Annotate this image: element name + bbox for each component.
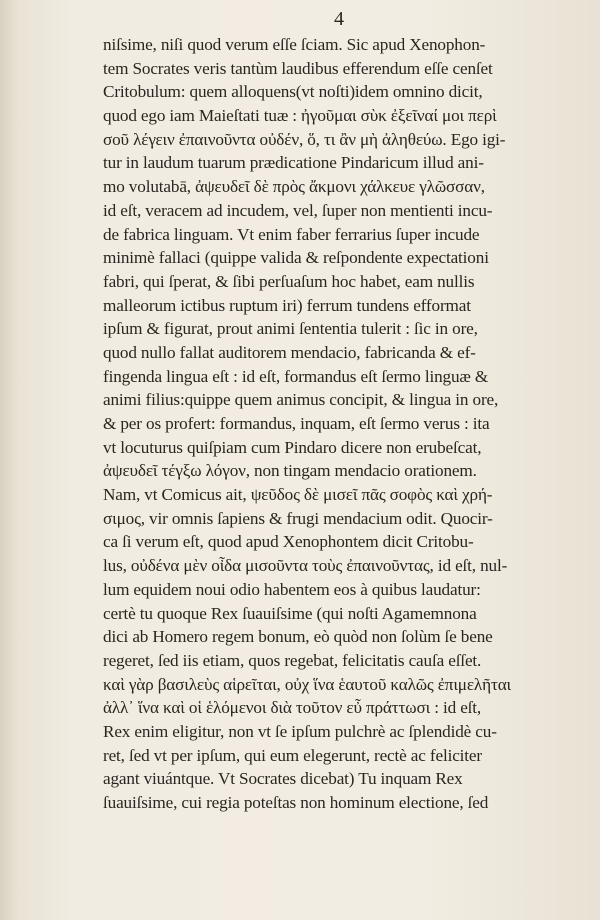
text-line: dici ab Homero regem bonum, eò quòd non ſolùm ſe bene [103, 627, 493, 647]
text-line: fabri, qui ſperat, & ſibi perſuaſum hoc habet, eam nullis [103, 271, 475, 291]
text-line: ἀψευδεῖ τέγξω λόγον, non tingam mendacio orationem. [103, 461, 477, 481]
text-line: σοῦ λέγειν ἐπαινοῦντα οὐδέν, ὅ, τι ἂν μὴ ἀληθεύω. Ego igi- [103, 129, 506, 149]
body-text [103, 33, 589, 815]
text-line: & per os profert: formandus, inquam, eſt ſermo verus : ita [103, 414, 490, 433]
text-line: Nam, vt Comicus ait, ψεῦδος δὲ μισεῖ πᾶς σοφὸς καὶ χρή- [103, 485, 493, 505]
text-line: animi filius:quippe quem animus concipit, & lingua in ore, [103, 390, 499, 410]
text-line: malleorum ictibus ruptum iri) ferrum tundens efformat [103, 295, 471, 315]
page-number: 4 [334, 8, 344, 30]
text-line: ἀλλ᾽ ἵνα καὶ οἱ ἑλόμενοι διὰ τοῦτον εὖ πράττωσι : id eſt, [103, 698, 482, 718]
text-line: mo volutabā, ἀψευδεῖ δὲ πρὸς ἄκμονι χάλκευε γλῶσσαν, [103, 177, 485, 197]
text-line: Rex enim eligitur, non vt ſe ipſum pulchrè ac ſplendidè cu- [103, 721, 497, 741]
text-line: vt locuturus quiſpiam cum Pindaro dicere non erubeſcat, [103, 437, 482, 457]
page-gutter-shadow [0, 0, 18, 920]
text-line: certè tu quoque Rex ſuauiſsime (qui noſti Agamemnona [103, 603, 477, 623]
text-line: regeret, ſed iis etiam, quos regebat, felicitatis cauſa eſſet. [103, 650, 482, 670]
text-line: minimè fallaci (quippe valida & reſpondente expectationi [103, 248, 489, 268]
text-line: ſuauiſsime, cui regia poteſtas non hominum electione, ſed [103, 793, 489, 812]
text-line: καὶ γὰρ βασιλεὺς αἱρεῖται, οὐχ ἵνα ἑαυτοῦ καλῶς ἐπιμελῆται [103, 674, 512, 694]
text-line: Critobulum: quem alloquens(vt noſti)idem omnino dicit, [103, 82, 483, 102]
text-line: id eſt, veracem ad incudem, vel, ſuper non mentienti incu- [103, 200, 493, 220]
text-line: de fabrica linguam. Vt enim faber ferrarius ſuper incude [103, 224, 480, 244]
text-line: niſsime, niſi quod verum eſſe ſciam. Sic apud Xenophon- [103, 35, 486, 54]
text-line: ipſum & figurat, prout animi ſententia tulerit : ſic in ore, [103, 319, 478, 339]
text-line: quod ego iam Maieſtati tuæ : ἠγοῦμαι σὺκ ἐξεῖναί μοι περὶ [103, 106, 497, 126]
text-line: tur in laudum tuarum prædicatione Pindaricum illud ani- [103, 153, 484, 173]
text-line: lus, οὐδένα μὲν οἶδα μισοῦντα τοὺς ἐπαινοῦντας, id eſt, nul- [103, 556, 508, 576]
text-line: ret, ſed vt per ipſum, qui eum elegerunt, rectè ac feliciter [103, 745, 482, 765]
text-line: lum equidem noui odio habentem eos à quibus laudatur: [103, 579, 481, 599]
text-line: quod nullo fallat auditorem mendacio, fabricanda & ef- [103, 342, 476, 362]
text-line: ca ſi verum eſt, quod apud Xenophontem dicit Critobu- [103, 532, 474, 552]
text-line: tem Socrates veris tantùm laudibus efferendum eſſe cenſet [103, 58, 493, 78]
text-line: σιμος, vir omnis ſapiens & frugi mendacium odit. Quocir- [103, 508, 493, 528]
text-line: fingenda lingua eſt : id eſt, formandus eſt ſermo linguæ & [103, 366, 489, 386]
text-line: agant viuántque. Vt Socrates dicebat) Tu inquam Rex [103, 769, 463, 789]
